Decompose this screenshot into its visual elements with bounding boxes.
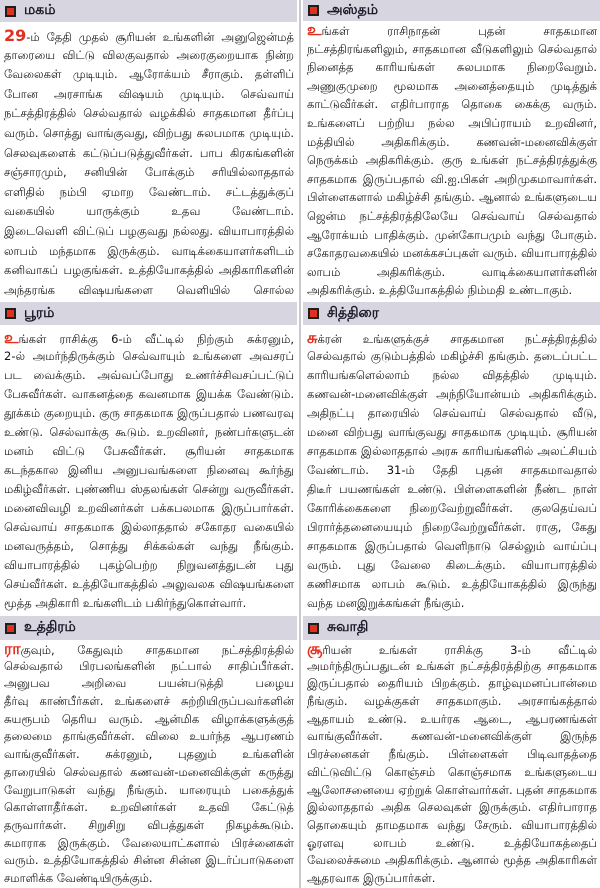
section-title: மகம் xyxy=(24,2,56,18)
section-header xyxy=(303,0,600,21)
text-line: பிரச்னைகள் நீங்கும். பிள்ளைகள் பிடிவாதத்தை xyxy=(307,747,597,762)
text-line: சுயரூபம் தெரிய வரும். ஆன்மிக விழாக்களுக்குத் xyxy=(4,711,294,726)
first-line-text: க்ரன் உங்களுக்குச் சாதகமான நட்சத்திரத்தில் xyxy=(317,331,597,346)
text-line: சாதகமாக இருப்பதால் வி.ஐ.பிகள் அறிமுகமாவார்கள். xyxy=(307,171,597,186)
section-chithirai xyxy=(303,302,600,614)
text-line: பேசுவீர்கள். வாகனத்தை கவனமாக இயக்க வேண்டும். xyxy=(4,386,294,401)
square-bullet-icon xyxy=(5,6,16,17)
text-line: தருவார்கள். சிறுசிறு விபத்துகள் நிகழக்கூடும். xyxy=(4,817,294,832)
text-line: தலைமை தாங்குவீர்கள். விலை உயர்ந்த ஆபரணம் xyxy=(4,729,294,744)
text-line: நெருக்கம் அதிகரிக்கும். குரு உங்கள் நட்சத்திரத்துக்கு xyxy=(307,153,597,168)
section-title: உத்திரம் xyxy=(24,619,76,635)
text-line: கணவன்-மனைவிக்குள் அந்நியோன்யம் அதிகரிக்கும். xyxy=(307,386,597,401)
text-line: வாங்குவீர்கள். கணவன்-மனைவிக்குள் இருந்த xyxy=(307,729,597,744)
section-uthiram xyxy=(0,616,297,888)
section-title: சுவாதி xyxy=(327,619,369,635)
section-body xyxy=(0,328,297,614)
text-line: ஓரளவு லாபம் உண்டு. உத்தியோகத்தைப் xyxy=(307,835,597,850)
text-line: விட்டுவிட்டு கொஞ்சம் கொஞ்சமாக உங்களுடைய xyxy=(307,764,597,779)
text-line: திடீர் பயணங்கள் உண்டு. பிள்ளைகளின் நீண்ட நாள் xyxy=(307,481,597,496)
text-line xyxy=(307,328,597,347)
column-divider xyxy=(299,0,301,888)
text-line: இருப்பதால் தைரியம் பிறக்கும். தாழ்வுமனப்பான்மை xyxy=(307,676,597,691)
text-line: அணுகுமுறை மூலமாக அனைத்தையும் முடித்துக் xyxy=(307,78,597,93)
text-line: சாதகமாக இருப்பதால் வெளிநாடு செல்லும் வாய்ப்பு xyxy=(307,539,597,554)
text-line: போன அரசாங்க விஷயம் முடியும். செவ்வாய் xyxy=(4,86,294,101)
text-line: சமாளிக்க வேண்டியிருக்கும். xyxy=(4,870,153,885)
section-header xyxy=(0,0,297,22)
text-line: கோரிக்கைகளை நிறைவேற்றுவீர்கள். குலதெய்வப் xyxy=(307,500,597,515)
square-bullet-icon xyxy=(5,308,16,319)
first-line-text: ங்கள் ராசிநாதன் புதன் சாதகமான xyxy=(321,24,597,38)
square-bullet-icon xyxy=(5,623,16,634)
text-line: செல்வதால் குடும்பத்தில் மகிழ்ச்சி தங்கும். தடைப்பட்ட xyxy=(307,348,597,363)
section-header xyxy=(303,302,600,325)
text-line: கணிசமாக லாபம் கூடும். உத்தியோகத்தில் இருந்து xyxy=(307,577,597,592)
text-line: அமர்ந்திருப்பதுடன் உங்கள் நட்சத்திரத்திற்கு சாதகமாக xyxy=(307,658,597,673)
text-line: செய்வீர்கள். உத்தியோகத்தில் அலுவலக விஷயங்களை xyxy=(4,577,294,592)
text-line: வரும். புது வேலை கிடைக்கும். வியாபாரத்தில் xyxy=(307,558,597,573)
section-title: சித்திரை xyxy=(327,304,380,321)
text-line: வரும். உத்தியோகத்தில் சின்ன சின்ன இடர்ப்பாடுகளை xyxy=(4,853,294,868)
section-title: அஸ்தம் xyxy=(327,1,378,18)
text-line: பிள்ளைகளால் மகிழ்ச்சி தங்கும். ஆனால் உங்களுடைய xyxy=(307,190,597,205)
text-line: பிரார்த்தனையையும் நிறைவேற்றுவீர்கள். ராகு, கேது xyxy=(307,519,597,534)
section-body xyxy=(303,328,600,614)
section-hastham xyxy=(303,0,600,301)
text-line: காட்டுவீர்கள். எதிர்பாராத தொகை கைக்கு வரும். xyxy=(307,97,597,112)
text-line: கொள்ளாதீர்கள். உறவினர்கள் உதவி கேட்டுத் xyxy=(4,800,294,815)
section-body xyxy=(0,640,297,888)
text-line: நினைத்த காரியங்கள் சுலபமாக நிறைவேறும். xyxy=(307,60,597,75)
text-line: மனம் விட்டு பேசுவீர்கள். சூரியன் சாதகமாக xyxy=(4,443,294,458)
text-line: சஞ்சாரமும், சனியின் போக்கும் சரியில்லாததால் xyxy=(4,165,294,180)
text-line: அனுபவ அறிவை பயன்படுத்தி பழைய xyxy=(4,676,294,691)
text-line: அதிநட்பு தாரையில் செவ்வாய் செல்வதால் வீடு, xyxy=(307,405,597,420)
text-line: ஆதரவாக இருப்பார்கள். xyxy=(307,870,436,885)
text-line: ஆதாயம் உண்டு. உயர்ரக ஆடை, ஆபரணங்கள் xyxy=(307,711,597,726)
text-line: மூத்த அதிகாரி உங்களிடம் பகிர்ந்துகொள்வார். xyxy=(4,596,247,611)
text-line: வேலைச்சுமை அதிகரிக்கும். ஆனால் மூத்த அதிகாரிகள் xyxy=(307,853,597,868)
first-line-text: ரியன் உங்கள் ராசிக்கு 3-ம் வீட்டில் xyxy=(322,643,597,657)
text-line: வரும். சொத்து வாங்குவது, விற்பது சுலபமாக முடியும். xyxy=(4,125,294,140)
text-line xyxy=(4,328,294,347)
section-title: பூரம் xyxy=(24,304,55,321)
drop-initial: 29 xyxy=(4,26,27,45)
text-line: இடைவெளி விட்டுப் பழகுவது நல்லது. வியாபாரத்தில் xyxy=(4,223,294,238)
text-line: அந்தரங்க விஷயங்களை வெளியில் சொல்ல xyxy=(4,282,294,297)
text-line: எளிதில் நம்பி ஏமாற வேண்டாம். சட்டத்துக்குப் xyxy=(4,184,294,199)
section-body xyxy=(303,21,600,300)
square-bullet-icon xyxy=(308,5,319,16)
text-line: வேறுபாடுகள் வந்து நீங்கும். யாரையும் பகைத்துக் xyxy=(4,782,294,797)
text-line: அதிகரிக்கும். உத்தியோகத்தில் நிம்மதி உண்டாகும். xyxy=(307,283,573,298)
text-line: லாபம் அதிகரிக்கும். வாடிக்கையாளர்களின் xyxy=(307,264,597,279)
text-line: வேண்டாம். 31-ம் தேதி புதன் சாதகமாவதால் xyxy=(307,462,597,477)
section-body xyxy=(0,26,297,300)
text-line: மத்தியில் அதிகரிக்கும். கணவன்-மனைவிக்குள் xyxy=(307,134,597,149)
drop-initial: உ xyxy=(4,327,19,347)
text-line: ஆரோக்யம் பாதிக்கும். முன்கோபமும் வந்து போகும். xyxy=(307,227,597,242)
text-line: மனைவிவழி உறவினர்கள் பக்கபலமாக இருப்பார்கள். xyxy=(4,500,294,515)
text-line: மனை விற்பது வாங்குவது சாதகமாக முடியும். சூரியன் xyxy=(307,424,597,439)
text-line: ஆலோசனையை ஏற்றுக் கொள்வார்கள். புதன் சாதகமாக xyxy=(307,782,597,797)
text-line: உங்களைப் பற்றிய நல்ல அபிப்ராயம் உறவினர், xyxy=(307,115,597,130)
text-line: 2-ல் அமர்ந்திருக்கும் செவ்வாயும் உங்களை அவசரப் xyxy=(4,348,294,363)
square-bullet-icon xyxy=(308,623,319,634)
drop-initial: ரா xyxy=(4,640,21,658)
text-line: உண்டு. செல்வாக்கு கூடும். உறவினர், நண்பர்களுடன் xyxy=(4,424,294,439)
text-line xyxy=(307,21,597,40)
drop-initial: உ xyxy=(307,21,322,39)
text-line: வியாபாரத்தில் புகழ்பெற்ற நிறுவனத்துடன் புது xyxy=(4,558,294,573)
text-line: நட்சத்திரங்களிலும், சாதகமான வீடுகளிலும் செல்வதால் xyxy=(307,41,597,56)
section-swathi xyxy=(303,616,600,888)
text-line: மகிழ்வீர்கள். புண்ணிய ஸ்தலங்கள் சென்று வருவீர்கள். xyxy=(4,481,294,496)
section-body xyxy=(303,640,600,888)
section-header xyxy=(0,616,297,640)
first-line-text: ங்கள் ராசிக்கு 6-ம் வீட்டில் நிற்கும் சுக்ரனும், xyxy=(18,331,294,346)
section-header xyxy=(303,616,600,640)
text-line: பட வைக்கும். அவ்வப்போது உணர்ச்சிவசப்பட்டுப் xyxy=(4,367,294,382)
text-line: நட்சத்திரத்தில் செல்வதால் வழக்கில் சாதகமான தீர்ப்பு xyxy=(4,106,294,121)
section-header xyxy=(0,302,297,325)
text-line: வேலைகள் முடியும். ஆரோக்யம் சீராகும். தள்ளிப் xyxy=(4,67,294,82)
text-line: செலவுகளைக் கட்டுப்படுத்துவீர்கள். பாப கிரகங்களின் xyxy=(4,145,294,160)
first-line-text: -ம் தேதி முதல் சூரியன் உங்களின் அனுஜென்மத் xyxy=(26,30,294,44)
drop-initial: சூ xyxy=(307,640,323,658)
text-line: செவ்வாய் சாதகமாக இல்லாததால் சகோதர வகையில் xyxy=(4,519,294,534)
section-pooram xyxy=(0,302,297,614)
text-line: சாதகமாக இல்லாததால் அரசு காரியங்களில் அலட்சியம் xyxy=(307,443,597,458)
text-line: கனிவாகப் பழகுங்கள். உத்தியோகத்தில் அதிகாரிகளின் xyxy=(4,263,294,278)
text-line: லாபம் மந்தமாக இருக்கும். வாடிக்கையாளர்களிடம் xyxy=(4,243,294,258)
text-line: மனவருத்தம், சொத்து சிக்கல்கள் வந்து நீங்கும். xyxy=(4,539,294,554)
text-line xyxy=(4,26,294,46)
text-line: சகோதரவகையில் மனக்கசப்புகள் வரும். வியாபாரத்தில் xyxy=(307,246,597,261)
text-line: நீங்கும். வழக்குகள் சாதகமாகும். அரசாங்கத்தால் xyxy=(307,694,597,709)
text-line: தீர்வு காண்பீர்கள். உங்களைச் சுற்றியிருப்பவர்களின் xyxy=(4,694,294,709)
square-bullet-icon xyxy=(308,308,319,319)
section-magam xyxy=(0,0,297,301)
text-line: ஜென்ம நட்சத்திரத்திலேயே செவ்வாய் செல்வதால் xyxy=(307,208,597,223)
text-line: தாரையை விட்டு விலகுவதால் அரைகுறையாக நின்ற xyxy=(4,47,294,62)
text-line xyxy=(4,640,294,658)
text-line: தாரையில் செல்வதால் கணவன்-மனைவிக்குள் கருத்து xyxy=(4,764,294,779)
text-line: இல்லாததால் அதிக செலவுகள் இருக்கும். எதிர்பாராத xyxy=(307,800,597,815)
text-line: வகையில் யாருக்கும் உதவ வேண்டாம். xyxy=(4,204,294,219)
text-line: சுமாராக இருக்கும். வேலையாட்களால் பிரச்னைகள் xyxy=(4,835,294,850)
text-line: தொகையும் தாமதமாக வந்து சேரும். வியாபாரத்தில் xyxy=(307,817,597,832)
text-line: செல்வதால் பிரபலங்களின் நட்பால் சாதிப்பீர்கள். xyxy=(4,658,294,673)
first-line-text: குவும், கேதுவும் சாதகமான நட்சத்திரத்தில் xyxy=(20,643,294,657)
text-line xyxy=(307,640,597,658)
text-line: கடந்தகால இனிய அனுபவங்களை நினைவு கூர்ந்து xyxy=(4,462,294,477)
text-line: காரியங்களெல்லாம் நல்ல விதத்தில் முடியும். xyxy=(307,367,597,382)
text-line: தூக்கம் குறையும். குரு சாதகமாக இருப்பதால் பணவரவு xyxy=(4,405,294,420)
drop-initial: சு xyxy=(307,327,318,347)
text-line: வந்த மனஇறுக்கங்கள் நீங்கும். xyxy=(307,596,465,611)
text-line: வாங்குவீர்கள். சுக்ரனும், புதனும் உங்களின் xyxy=(4,747,294,762)
